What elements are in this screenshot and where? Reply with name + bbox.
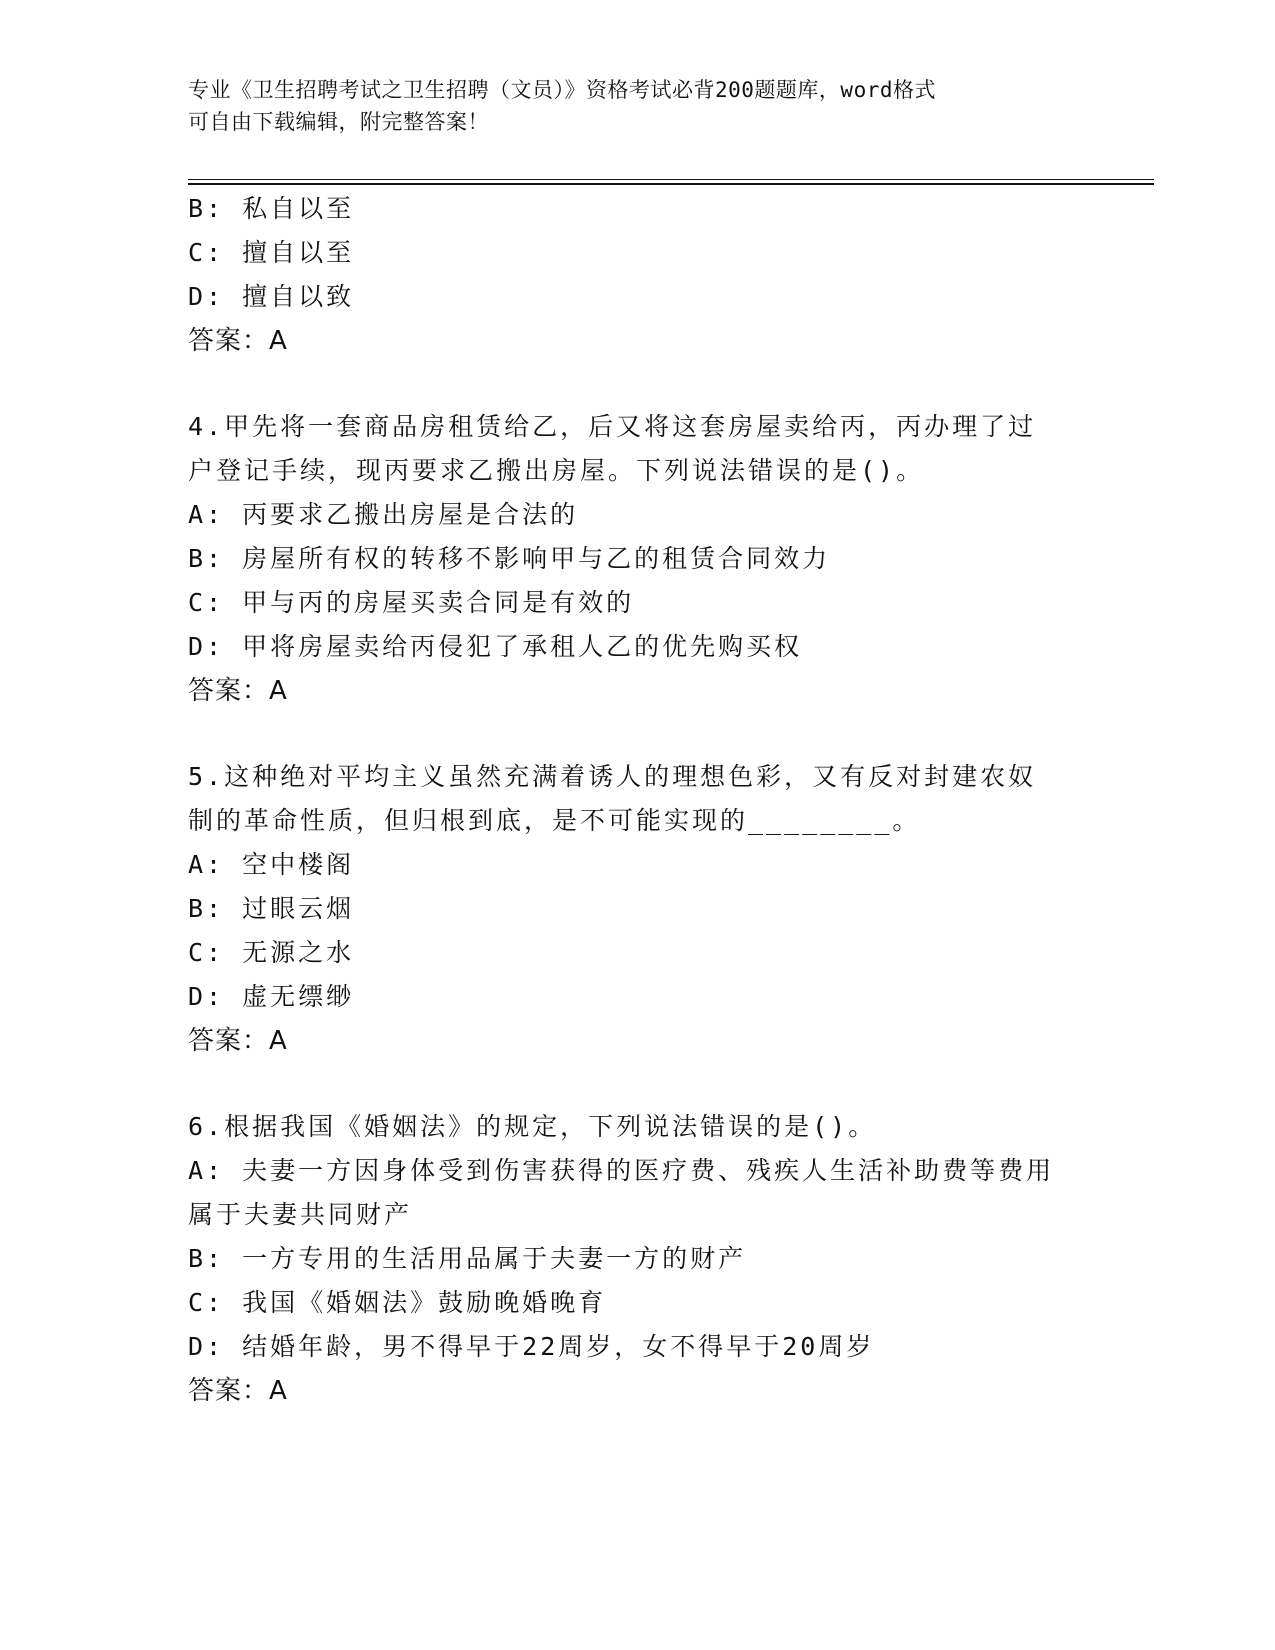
q5-option-c: C: 无源之水	[188, 938, 355, 967]
q6-option-a-continued: 属于夫妻共同财产	[188, 1200, 413, 1229]
q5-stem-line-2: 制的革命性质，但归根到底，是不可能实现的________。	[188, 806, 921, 835]
q6-answer: 答案：A	[188, 1376, 288, 1406]
q6-option-a: A: 夫妻一方因身体受到伤害获得的医疗费、残疾人生活补助费等费用	[188, 1156, 1055, 1185]
q5-answer: 答案：A	[188, 1026, 288, 1056]
q4-option-d: D: 甲将房屋卖给丙侵犯了承租人乙的优先购买权	[188, 632, 803, 661]
q4-answer: 答案：A	[188, 676, 288, 706]
q3-answer: 答案：A	[188, 326, 288, 356]
header-rule-thin	[188, 179, 1154, 180]
q3-option-d: D: 擅自以致	[188, 282, 355, 311]
q4-stem-line-1: 4.甲先将一套商品房租赁给乙，后又将这套房屋卖给丙，丙办理了过	[188, 412, 1037, 441]
q5-stem-line-1: 5.这种绝对平均主义虽然充满着诱人的理想色彩，又有反对封建农奴	[188, 762, 1037, 791]
q5-option-d: D: 虚无缥缈	[188, 982, 355, 1011]
q6-option-d: D: 结婚年龄，男不得早于22周岁，女不得早于20周岁	[188, 1332, 875, 1361]
q3-option-b: B: 私自以至	[188, 194, 355, 223]
header-rule-thick	[188, 183, 1154, 185]
q5-option-b: B: 过眼云烟	[188, 894, 355, 923]
q4-stem-line-2: 户登记手续，现丙要求乙搬出房屋。下列说法错误的是()。	[188, 456, 925, 485]
q6-stem-line-1: 6.根据我国《婚姻法》的规定，下列说法错误的是()。	[188, 1112, 877, 1141]
header-line-2: 可自由下载编辑，附完整答案！	[188, 110, 489, 134]
q3-option-c: C: 擅自以至	[188, 238, 355, 267]
q6-option-b: B: 一方专用的生活用品属于夫妻一方的财产	[188, 1244, 747, 1273]
q4-option-a: A: 丙要求乙搬出房屋是合法的	[188, 500, 579, 529]
q5-option-a: A: 空中楼阁	[188, 850, 355, 879]
document-header	[188, 74, 1088, 138]
q4-option-c: C: 甲与丙的房屋买卖合同是有效的	[188, 588, 635, 617]
q6-option-c: C: 我国《婚姻法》鼓励晚婚晚育	[188, 1288, 607, 1317]
q4-option-b: B: 房屋所有权的转移不影响甲与乙的租赁合同效力	[188, 544, 831, 573]
header-line-1: 专业《卫生招聘考试之卫生招聘（文员）》资格考试必背200题题库，word格式	[188, 78, 936, 102]
